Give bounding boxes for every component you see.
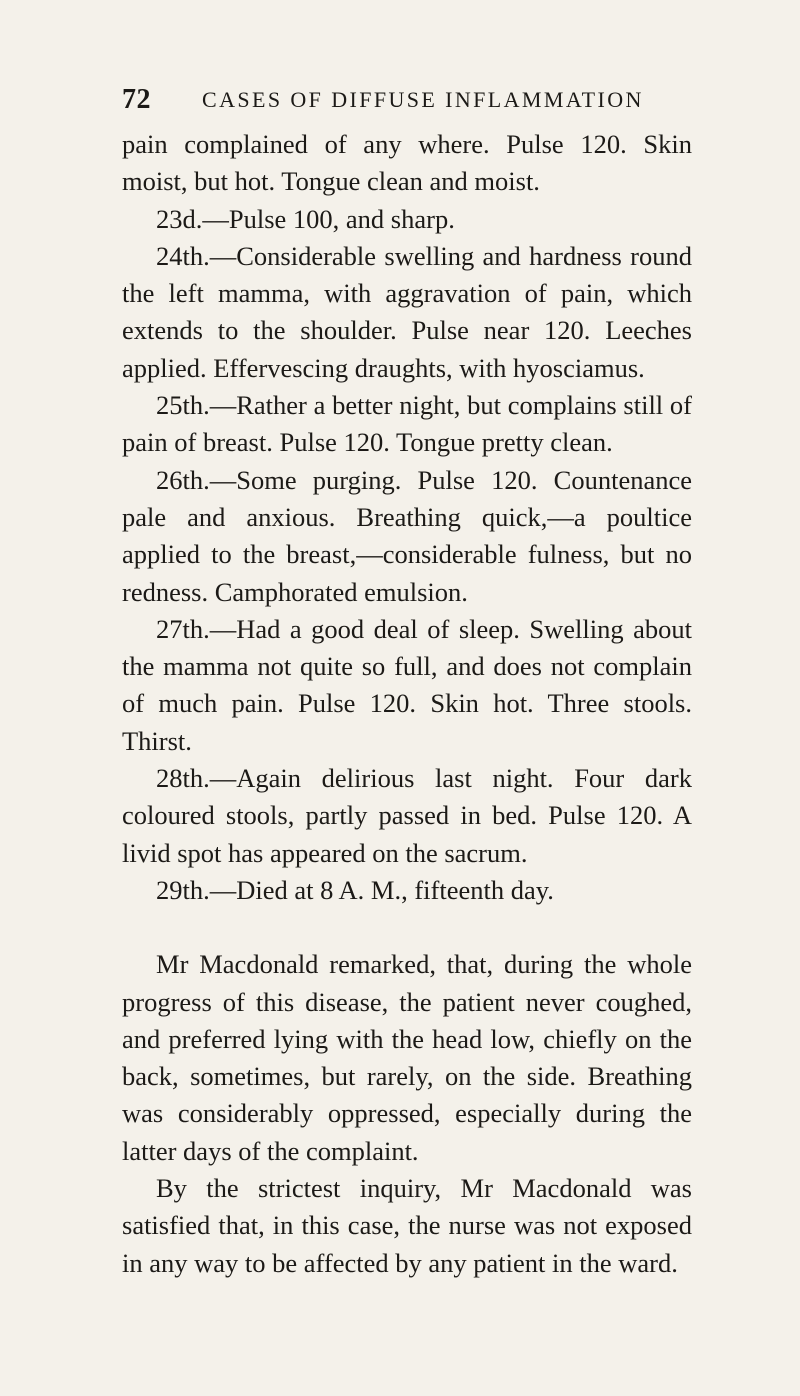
paragraph-inquiry: By the strictest inquiry, Mr Macdonald was satisfied that, in this case, the nurse was not exposed in any way to be affected by any patient in the ward.: [122, 1173, 692, 1278]
paragraph-27th: 27th.—Had a good deal of sleep. Swelling about the mamma not quite so full, and does not complain of much pain. Pulse 120. Skin hot. Three stools. Thirst.: [122, 613, 692, 756]
page-number: 72: [122, 84, 151, 115]
paragraph-25th: 25th.—Rather a better night, but complains still of pain of breast. Pulse 120. Tongue pretty clean.: [122, 390, 692, 458]
paragraph-23d: 23d.—Pulse 100, and sharp.: [156, 203, 455, 234]
running-head: CASES OF DIFFUSE INFLAMMATION: [202, 87, 644, 112]
paragraph-29th: 29th.—Died at 8 A. M., fifteenth day.: [156, 874, 554, 905]
paragraph-remarks: Mr Macdonald remarked, that, during the whole progress of this disease, the patient never coughed, and preferred lying with the head low, chiefly on the back, sometimes, but rarely, on the side. Breathing was considerably oppressed, especially during the latter days of the complaint.: [122, 949, 692, 1166]
paragraph-26th: 26th.—Some purging. Pulse 120. Countenance pale and anxious. Breathing quick,—a poultice applied to the breast,—considerable fulness, but no redness. Camphorated emulsion.: [122, 464, 692, 607]
page-header: [122, 84, 692, 120]
paragraph-continuation: pain complained of any where. Pulse 120. Skin moist, but hot. Tongue clean and moist.: [122, 129, 692, 197]
body-text: [122, 126, 692, 1282]
paragraph-24th: 24th.—Considerable swelling and hardness round the left mamma, with aggravation of pain, which extends to the shoulder. Pulse near 120. Leeches applied. Effervescing draughts, with hyosciamus.: [122, 240, 692, 383]
paragraph-28th: 28th.—Again delirious last night. Four dark coloured stools, partly passed in bed. Pulse 120. A livid spot has appeared on the sacrum.: [122, 763, 692, 868]
